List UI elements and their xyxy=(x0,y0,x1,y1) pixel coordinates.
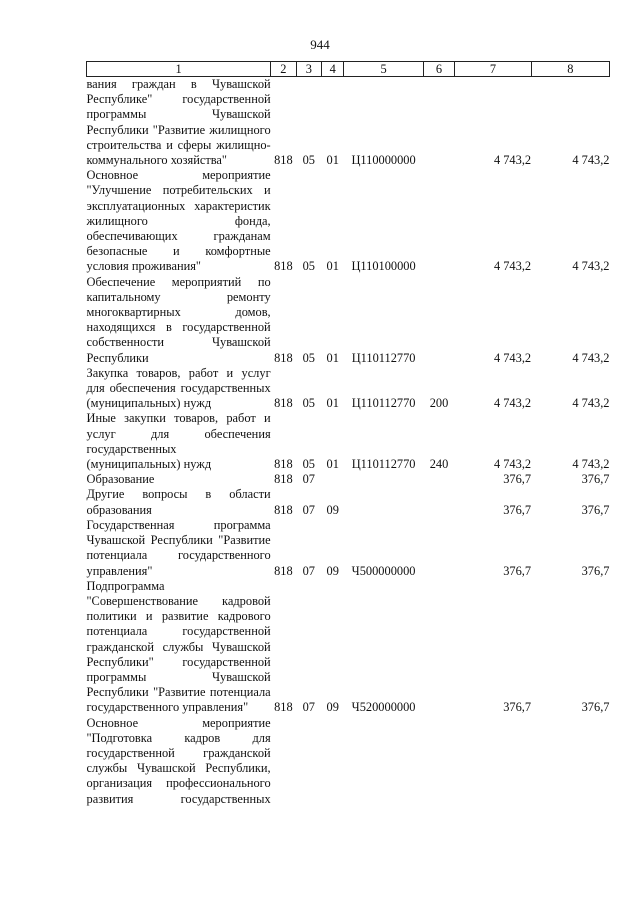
cell-expense-type xyxy=(423,472,455,487)
row-name: Образование xyxy=(86,472,155,487)
cell-target-article: Ц110112770 xyxy=(351,457,416,472)
cell-amount-2: 376,7 xyxy=(581,563,610,578)
cell-subsection: 01 xyxy=(326,259,339,274)
cell-amount-2: 4 743,2 xyxy=(572,153,610,168)
cell-ministry: 818 xyxy=(274,563,293,578)
table-row xyxy=(87,77,610,169)
cell-subsection: 01 xyxy=(326,457,339,472)
cell-expense-type: 240 xyxy=(429,457,449,472)
cell-amount-1 xyxy=(455,716,531,807)
table-row xyxy=(87,411,610,472)
cell-ministry: 818 xyxy=(274,153,293,168)
header-cell: 7 xyxy=(455,62,531,77)
table-header-row xyxy=(87,62,610,77)
table-row xyxy=(87,168,610,274)
row-name: Основное мероприятие "Подготовка кадров для государственной гражданской службы Чувашской Республики, организация профессионального развития государственных xyxy=(86,715,271,806)
cell-subsection xyxy=(322,716,344,807)
cell-target-article xyxy=(344,487,423,517)
row-name: вания граждан в Чувашской Республике" государственной программы Чувашской Республики "Развитие жилищного строительства и сферы жилищно-коммунального хозяйства" xyxy=(86,77,271,168)
cell-ministry: 818 xyxy=(274,259,293,274)
header-cell: 6 xyxy=(423,62,455,77)
cell-expense-type xyxy=(423,579,455,716)
row-name: Другие вопросы в области образования xyxy=(86,487,271,517)
cell-subsection: 01 xyxy=(326,350,339,365)
cell-section: 07 xyxy=(302,563,315,578)
cell-section: 07 xyxy=(302,502,315,517)
cell-ministry xyxy=(271,716,296,807)
cell-target-article: Ц110112770 xyxy=(351,350,416,365)
table-row xyxy=(87,716,610,807)
cell-subsection: 09 xyxy=(326,700,339,715)
table-row xyxy=(87,579,610,716)
cell-expense-type xyxy=(423,168,455,274)
cell-ministry: 818 xyxy=(274,502,293,517)
cell-ministry: 818 xyxy=(274,350,293,365)
cell-amount-1: 4 743,2 xyxy=(493,350,532,365)
row-name: Обеспечение мероприятий по капитальному ремонту многоквартирных домов, находящихся в государственной собственности Чувашской Республики xyxy=(86,274,271,365)
cell-amount-1: 4 743,2 xyxy=(493,259,532,274)
cell-amount-1: 4 743,2 xyxy=(493,396,532,411)
row-name: Подпрограмма "Совершенствование кадровой политики и развитие кадрового потенциала государственной гражданской службы Чувашской Республики" государственной программы Чувашской Республики "Развитие потенциала государственного управления" xyxy=(86,578,271,715)
cell-section: 05 xyxy=(302,350,315,365)
header-cell: 2 xyxy=(271,62,296,77)
cell-ministry: 818 xyxy=(274,472,293,487)
table-row xyxy=(87,518,610,579)
cell-target-article: Ч500000000 xyxy=(351,563,416,578)
header-cell: 1 xyxy=(87,62,271,77)
cell-expense-type xyxy=(423,77,455,169)
table-row xyxy=(87,487,610,517)
cell-subsection: 09 xyxy=(326,563,339,578)
cell-amount-2: 4 743,2 xyxy=(572,350,610,365)
cell-target-article: Ч520000000 xyxy=(351,700,416,715)
cell-ministry: 818 xyxy=(274,396,293,411)
cell-section: 05 xyxy=(302,153,315,168)
cell-ministry: 818 xyxy=(274,700,293,715)
cell-section: 05 xyxy=(302,259,315,274)
cell-amount-2: 4 743,2 xyxy=(572,396,610,411)
cell-section: 07 xyxy=(302,472,315,487)
cell-subsection: 01 xyxy=(326,396,339,411)
cell-subsection: 09 xyxy=(326,502,339,517)
cell-amount-2 xyxy=(531,716,609,807)
table-row xyxy=(87,366,610,412)
cell-subsection: 01 xyxy=(326,153,339,168)
cell-expense-type: 200 xyxy=(429,396,449,411)
header-cell: 3 xyxy=(296,62,321,77)
cell-amount-1: 376,7 xyxy=(503,472,532,487)
cell-target-article: Ц110112770 xyxy=(351,396,416,411)
cell-expense-type xyxy=(423,716,455,807)
cell-amount-1: 376,7 xyxy=(503,700,532,715)
cell-section: 05 xyxy=(302,396,315,411)
cell-target-article xyxy=(344,716,423,807)
cell-amount-1: 376,7 xyxy=(503,502,532,517)
cell-ministry: 818 xyxy=(274,457,293,472)
row-name: Основное мероприятие "Улучшение потребительских и эксплуатационных характеристик жилищного фонда, обеспечивающих гражданам безопасные и комфортные условия проживания" xyxy=(86,168,271,274)
cell-amount-2: 376,7 xyxy=(581,502,610,517)
row-name: Закупка товаров, работ и услуг для обеспечения государственных (муниципальных) нужд xyxy=(86,365,271,411)
cell-section xyxy=(296,716,321,807)
table-row xyxy=(87,472,610,487)
header-cell: 8 xyxy=(531,62,609,77)
cell-amount-2: 4 743,2 xyxy=(572,457,610,472)
cell-amount-2: 4 743,2 xyxy=(572,259,610,274)
table-row xyxy=(87,275,610,366)
cell-expense-type xyxy=(423,275,455,366)
cell-section: 07 xyxy=(302,700,315,715)
cell-target-article: Ц110000000 xyxy=(351,153,416,168)
budget-table xyxy=(86,61,610,807)
cell-subsection xyxy=(322,472,344,487)
cell-expense-type xyxy=(423,487,455,517)
cell-amount-2: 376,7 xyxy=(581,700,610,715)
cell-section: 05 xyxy=(302,457,315,472)
cell-amount-1: 4 743,2 xyxy=(493,153,532,168)
cell-expense-type xyxy=(423,518,455,579)
row-name: Иные закупки товаров, работ и услуг для обеспечения государственных (муниципальных) нужд xyxy=(86,411,271,472)
table-body xyxy=(87,77,610,807)
cell-amount-1: 376,7 xyxy=(503,563,532,578)
cell-target-article xyxy=(344,472,423,487)
cell-amount-1: 4 743,2 xyxy=(493,457,532,472)
cell-target-article: Ц110100000 xyxy=(351,259,416,274)
cell-amount-2: 376,7 xyxy=(581,472,610,487)
header-cell: 5 xyxy=(344,62,423,77)
page-number: 944 xyxy=(310,37,330,52)
row-name: Государственная программа Чувашской Республики "Развитие потенциала государственного управления" xyxy=(86,517,271,578)
header-cell: 4 xyxy=(322,62,344,77)
